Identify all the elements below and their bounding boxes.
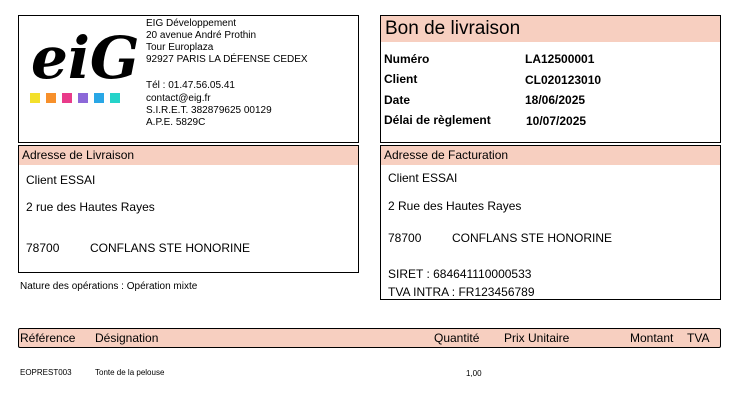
- company-address-1: 20 avenue André Prothin: [146, 30, 257, 41]
- table-header: [18, 328, 721, 348]
- date-value: 18/06/2025: [525, 93, 586, 107]
- row-designation: Tonte de la pelouse: [95, 368, 165, 377]
- company-email: contact@eig.fr: [146, 93, 211, 104]
- color-dot: [94, 93, 104, 103]
- delai-label: Délai de règlement: [384, 113, 491, 127]
- company-address-3: 92927 PARIS LA DÉFENSE CEDEX: [146, 54, 308, 65]
- document-title: Bon de livraison: [381, 16, 720, 42]
- row-quantite: 1,00: [466, 369, 482, 378]
- billing-street: 2 Rue des Hautes Rayes: [388, 199, 522, 213]
- billing-tva: TVA INTRA : FR123456789: [388, 285, 535, 299]
- delivery-street: 2 rue des Hautes Rayes: [26, 200, 155, 214]
- col-header-quantite: Quantité: [434, 331, 480, 345]
- delai-value: 10/07/2025: [526, 114, 587, 128]
- color-dot: [62, 93, 72, 103]
- col-header-tva: TVA: [687, 331, 710, 345]
- billing-client-name: Client ESSAI: [388, 171, 458, 185]
- company-phone: Tél : 01.47.56.05.41: [146, 80, 235, 91]
- delivery-address-title: Adresse de Livraison: [19, 146, 358, 165]
- company-siret: S.I.R.E.T. 382879625 00129: [146, 105, 272, 116]
- billing-address-title: Adresse de Facturation: [381, 146, 720, 165]
- row-reference: EOPREST003: [20, 368, 72, 377]
- company-ape: A.P.E. 5829C: [146, 117, 206, 128]
- delivery-client-name: Client ESSAI: [26, 173, 96, 187]
- billing-zip: 78700: [388, 231, 422, 245]
- billing-siret: SIRET : 684641110000533: [388, 267, 532, 281]
- numero-value: LA12500001: [525, 52, 595, 66]
- delivery-note-header: [380, 15, 721, 143]
- client-value: CL020123010: [525, 73, 602, 87]
- color-dot: [30, 93, 40, 103]
- color-dots: [30, 93, 126, 111]
- color-dot: [110, 93, 120, 103]
- billing-address-box: [380, 145, 721, 300]
- billing-city: CONFLANS STE HONORINE: [452, 231, 613, 245]
- company-logo: [27, 22, 139, 88]
- col-header-prix-unitaire: Prix Unitaire: [504, 331, 570, 345]
- color-dot: [46, 93, 56, 103]
- company-address-2: Tour Europlaza: [146, 42, 214, 53]
- color-dot: [78, 93, 88, 103]
- col-header-reference: Référence: [20, 331, 76, 345]
- client-label: Client: [384, 72, 418, 86]
- delivery-zip: 78700: [26, 241, 60, 255]
- company-name: EIG Développement: [146, 18, 237, 29]
- col-header-montant: Montant: [630, 331, 674, 345]
- company-block: [18, 15, 359, 143]
- svg-text:eiG: eiG: [31, 24, 139, 88]
- numero-label: Numéro: [384, 52, 430, 66]
- delivery-address-box: [18, 145, 359, 273]
- delivery-city: CONFLANS STE HONORINE: [90, 241, 251, 255]
- operations-nature: Nature des opérations : Opération mixte: [20, 281, 198, 292]
- date-label: Date: [384, 93, 411, 107]
- col-header-designation: Désignation: [95, 331, 159, 345]
